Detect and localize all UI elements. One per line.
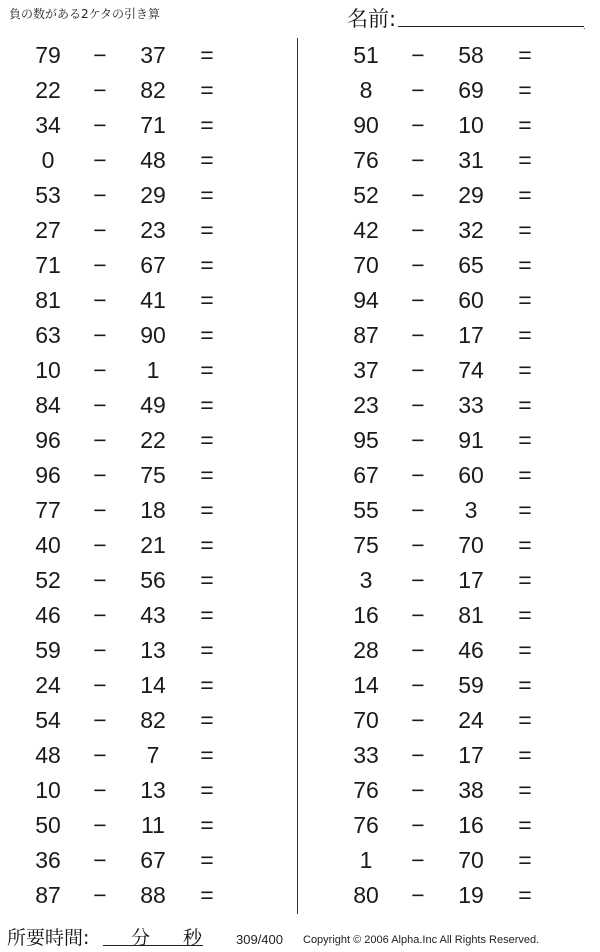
- equals-sign: =: [518, 532, 532, 558]
- problem-row: [0, 353, 300, 388]
- problem-row: [0, 318, 300, 353]
- minuend: 76: [353, 147, 379, 173]
- minuend: 87: [353, 322, 379, 348]
- minus-sign: −: [93, 357, 107, 383]
- problem-row: [318, 38, 600, 73]
- problem-row: [0, 598, 300, 633]
- subtrahend: 46: [458, 637, 484, 663]
- equals-sign: =: [200, 392, 214, 418]
- problem-row: [318, 808, 600, 843]
- subtrahend: 70: [458, 532, 484, 558]
- equals-sign: =: [518, 42, 532, 68]
- problem-row: [318, 458, 600, 493]
- equals-sign: =: [518, 567, 532, 593]
- minus-sign: −: [411, 567, 425, 593]
- minuend: 81: [35, 287, 61, 313]
- minuend: 50: [35, 812, 61, 838]
- equals-sign: =: [518, 742, 532, 768]
- equals-sign: =: [200, 847, 214, 873]
- subtrahend: 17: [458, 742, 484, 768]
- minus-sign: −: [411, 882, 425, 908]
- subtrahend: 37: [140, 42, 166, 68]
- problem-row: [318, 73, 600, 108]
- minuend: 52: [35, 567, 61, 593]
- minus-sign: −: [411, 112, 425, 138]
- problem-row: [0, 38, 300, 73]
- problem-row: [0, 738, 300, 773]
- problem-row: [318, 773, 600, 808]
- problem-row: [318, 633, 600, 668]
- minus-sign: −: [93, 567, 107, 593]
- minus-sign: −: [93, 182, 107, 208]
- minuend: 24: [35, 672, 61, 698]
- equals-sign: =: [200, 567, 214, 593]
- problem-row: [318, 143, 600, 178]
- minus-sign: −: [93, 252, 107, 278]
- subtrahend: 58: [458, 42, 484, 68]
- minus-sign: −: [411, 322, 425, 348]
- minus-sign: −: [411, 252, 425, 278]
- subtrahend: 13: [140, 637, 166, 663]
- equals-sign: =: [200, 882, 214, 908]
- minus-sign: −: [411, 42, 425, 68]
- minuend: 46: [35, 602, 61, 628]
- problem-row: [0, 143, 300, 178]
- minuend: 87: [35, 882, 61, 908]
- subtrahend: 60: [458, 462, 484, 488]
- minus-sign: −: [93, 322, 107, 348]
- subtrahend: 48: [140, 147, 166, 173]
- minuend: 14: [353, 672, 379, 698]
- subtrahend: 29: [458, 182, 484, 208]
- problem-row: [0, 633, 300, 668]
- minus-sign: −: [93, 777, 107, 803]
- subtrahend: 65: [458, 252, 484, 278]
- subtrahend: 56: [140, 567, 166, 593]
- subtrahend: 91: [458, 427, 484, 453]
- subtrahend: 82: [140, 707, 166, 733]
- problem-row: [318, 598, 600, 633]
- problem-row: [0, 878, 300, 913]
- problem-row: [318, 178, 600, 213]
- minus-sign: −: [93, 532, 107, 558]
- subtrahend: 69: [458, 77, 484, 103]
- problem-row: [0, 493, 300, 528]
- equals-sign: =: [518, 252, 532, 278]
- equals-sign: =: [200, 322, 214, 348]
- minus-sign: −: [93, 847, 107, 873]
- column-divider: [297, 38, 298, 914]
- minuend: 54: [35, 707, 61, 733]
- problem-row: [318, 843, 600, 878]
- minuend: 37: [353, 357, 379, 383]
- subtrahend: 7: [146, 742, 160, 768]
- subtrahend: 16: [458, 812, 484, 838]
- minus-sign: −: [93, 707, 107, 733]
- seconds-unit: 秒: [183, 927, 203, 949]
- minuend: 48: [35, 742, 61, 768]
- subtrahend: 32: [458, 217, 484, 243]
- equals-sign: =: [518, 287, 532, 313]
- problem-row: [318, 248, 600, 283]
- name-input-line[interactable]: [398, 26, 584, 27]
- subtrahend: 29: [140, 182, 166, 208]
- subtrahend: 38: [458, 777, 484, 803]
- subtrahend: 74: [458, 357, 484, 383]
- minus-sign: −: [411, 182, 425, 208]
- equals-sign: =: [518, 847, 532, 873]
- time-taken-label: 所要時間:: [7, 927, 90, 949]
- minus-sign: −: [411, 217, 425, 243]
- subtrahend: 10: [458, 112, 484, 138]
- minuend: 96: [35, 427, 61, 453]
- problem-row: [318, 353, 600, 388]
- minuend: 80: [353, 882, 379, 908]
- problem-row: [0, 808, 300, 843]
- subtrahend: 13: [140, 777, 166, 803]
- subtrahend: 24: [458, 707, 484, 733]
- equals-sign: =: [200, 217, 214, 243]
- minuend: 42: [353, 217, 379, 243]
- subtrahend: 11: [141, 812, 165, 838]
- minuend: 0: [41, 147, 55, 173]
- problem-row: [0, 178, 300, 213]
- equals-sign: =: [200, 637, 214, 663]
- subtrahend: 75: [140, 462, 166, 488]
- problem-row: [0, 248, 300, 283]
- minus-sign: −: [411, 287, 425, 313]
- page-number: 309/400: [236, 932, 283, 947]
- minuend: 90: [353, 112, 379, 138]
- minus-sign: −: [93, 147, 107, 173]
- minuend: 84: [35, 392, 61, 418]
- equals-sign: =: [200, 287, 214, 313]
- problem-row: [318, 388, 600, 423]
- problem-row: [318, 738, 600, 773]
- problem-row: [318, 878, 600, 913]
- problem-row: [0, 563, 300, 598]
- minuend: 22: [35, 77, 61, 103]
- equals-sign: =: [200, 112, 214, 138]
- equals-sign: =: [200, 532, 214, 558]
- problem-row: [318, 528, 600, 563]
- minuend: 76: [353, 812, 379, 838]
- minus-sign: −: [411, 602, 425, 628]
- subtrahend: 43: [140, 602, 166, 628]
- minuend: 3: [359, 567, 373, 593]
- minuend: 59: [35, 637, 61, 663]
- subtrahend: 23: [140, 217, 166, 243]
- equals-sign: =: [518, 777, 532, 803]
- minuend: 53: [35, 182, 61, 208]
- equals-sign: =: [518, 427, 532, 453]
- equals-sign: =: [200, 357, 214, 383]
- left-problem-column: [0, 38, 300, 913]
- minuend: 75: [353, 532, 379, 558]
- equals-sign: =: [518, 147, 532, 173]
- equals-sign: =: [518, 672, 532, 698]
- subtrahend: 3: [464, 497, 478, 523]
- equals-sign: =: [518, 77, 532, 103]
- minus-sign: −: [93, 287, 107, 313]
- minus-sign: −: [93, 812, 107, 838]
- minuend: 40: [35, 532, 61, 558]
- minus-sign: −: [93, 217, 107, 243]
- subtrahend: 22: [140, 427, 166, 453]
- minutes-unit: 分: [131, 927, 151, 949]
- subtrahend: 33: [458, 392, 484, 418]
- minuend: 36: [35, 847, 61, 873]
- minuend: 28: [353, 637, 379, 663]
- subtrahend: 82: [140, 77, 166, 103]
- problem-row: [0, 73, 300, 108]
- minuend: 27: [35, 217, 61, 243]
- equals-sign: =: [518, 322, 532, 348]
- minus-sign: −: [411, 392, 425, 418]
- minus-sign: −: [411, 532, 425, 558]
- problem-row: [0, 843, 300, 878]
- minus-sign: −: [93, 462, 107, 488]
- equals-sign: =: [200, 427, 214, 453]
- minuend: 71: [35, 252, 61, 278]
- minuend: 70: [353, 252, 379, 278]
- subtrahend: 1: [146, 357, 160, 383]
- minuend: 34: [35, 112, 61, 138]
- equals-sign: =: [200, 182, 214, 208]
- minus-sign: −: [411, 462, 425, 488]
- minuend: 96: [35, 462, 61, 488]
- problem-row: [0, 423, 300, 458]
- right-problem-column: [318, 38, 600, 913]
- problem-row: [318, 318, 600, 353]
- minus-sign: −: [93, 672, 107, 698]
- equals-sign: =: [200, 602, 214, 628]
- problem-row: [318, 668, 600, 703]
- minus-sign: −: [411, 777, 425, 803]
- equals-sign: =: [518, 637, 532, 663]
- minus-sign: −: [93, 427, 107, 453]
- problem-row: [318, 703, 600, 738]
- problem-row: [0, 108, 300, 143]
- minus-sign: −: [93, 497, 107, 523]
- minus-sign: −: [93, 77, 107, 103]
- problem-row: [318, 213, 600, 248]
- minuend: 16: [353, 602, 379, 628]
- minus-sign: −: [93, 637, 107, 663]
- minus-sign: −: [411, 497, 425, 523]
- minuend: 10: [35, 777, 61, 803]
- minus-sign: −: [411, 707, 425, 733]
- minuend: 67: [353, 462, 379, 488]
- equals-sign: =: [200, 707, 214, 733]
- equals-sign: =: [518, 497, 532, 523]
- equals-sign: =: [200, 777, 214, 803]
- equals-sign: =: [518, 357, 532, 383]
- name-line-end-dot: .: [583, 22, 586, 31]
- subtrahend: 88: [140, 882, 166, 908]
- problem-row: [0, 528, 300, 563]
- minus-sign: −: [411, 357, 425, 383]
- subtrahend: 67: [140, 847, 166, 873]
- problem-row: [0, 388, 300, 423]
- problem-row: [0, 668, 300, 703]
- subtrahend: 90: [140, 322, 166, 348]
- minus-sign: −: [411, 672, 425, 698]
- minuend: 52: [353, 182, 379, 208]
- problem-row: [0, 283, 300, 318]
- subtrahend: 14: [140, 672, 166, 698]
- equals-sign: =: [200, 77, 214, 103]
- minus-sign: −: [93, 742, 107, 768]
- problem-row: [318, 283, 600, 318]
- minus-sign: −: [93, 602, 107, 628]
- equals-sign: =: [518, 217, 532, 243]
- minuend: 76: [353, 777, 379, 803]
- minus-sign: −: [93, 392, 107, 418]
- equals-sign: =: [200, 812, 214, 838]
- equals-sign: =: [200, 147, 214, 173]
- equals-sign: =: [518, 112, 532, 138]
- minus-sign: −: [411, 742, 425, 768]
- subtrahend: 19: [458, 882, 484, 908]
- problem-row: [0, 703, 300, 738]
- subtrahend: 59: [458, 672, 484, 698]
- minus-sign: −: [411, 847, 425, 873]
- minuend: 79: [35, 42, 61, 68]
- problem-row: [0, 458, 300, 493]
- minuend: 1: [359, 847, 373, 873]
- copyright-notice: Copyright © 2006 Alpha.Inc All Rights Reserved.: [303, 934, 540, 946]
- subtrahend: 41: [140, 287, 166, 313]
- problem-row: [0, 773, 300, 808]
- minus-sign: −: [411, 77, 425, 103]
- subtrahend: 18: [140, 497, 166, 523]
- subtrahend: 67: [140, 252, 166, 278]
- subtrahend: 31: [458, 147, 484, 173]
- subtrahend: 81: [458, 602, 484, 628]
- worksheet-title: 負の数がある2ケタの引き算: [9, 7, 161, 21]
- minuend: 70: [353, 707, 379, 733]
- name-label: 名前:: [347, 7, 397, 31]
- minuend: 63: [35, 322, 61, 348]
- subtrahend: 17: [458, 322, 484, 348]
- minuend: 94: [353, 287, 379, 313]
- minuend: 33: [353, 742, 379, 768]
- subtrahend: 17: [458, 567, 484, 593]
- equals-sign: =: [518, 602, 532, 628]
- minuend: 23: [353, 392, 379, 418]
- minuend: 8: [359, 77, 373, 103]
- equals-sign: =: [200, 672, 214, 698]
- subtrahend: 71: [140, 112, 166, 138]
- subtrahend: 49: [140, 392, 166, 418]
- subtrahend: 60: [458, 287, 484, 313]
- problem-row: [318, 423, 600, 458]
- minus-sign: −: [93, 112, 107, 138]
- equals-sign: =: [200, 42, 214, 68]
- minuend: 55: [353, 497, 379, 523]
- minus-sign: −: [411, 147, 425, 173]
- equals-sign: =: [200, 462, 214, 488]
- minus-sign: −: [93, 42, 107, 68]
- minuend: 10: [35, 357, 61, 383]
- problem-row: [318, 108, 600, 143]
- problem-row: [318, 493, 600, 528]
- minus-sign: −: [411, 427, 425, 453]
- equals-sign: =: [518, 707, 532, 733]
- equals-sign: =: [518, 812, 532, 838]
- minuend: 51: [353, 42, 379, 68]
- minus-sign: −: [93, 882, 107, 908]
- equals-sign: =: [518, 882, 532, 908]
- equals-sign: =: [200, 742, 214, 768]
- minuend: 77: [35, 497, 61, 523]
- equals-sign: =: [200, 252, 214, 278]
- equals-sign: =: [200, 497, 214, 523]
- equals-sign: =: [518, 392, 532, 418]
- minus-sign: −: [411, 812, 425, 838]
- problem-row: [0, 213, 300, 248]
- minuend: 95: [353, 427, 379, 453]
- minus-sign: −: [411, 637, 425, 663]
- subtrahend: 21: [140, 532, 166, 558]
- equals-sign: =: [518, 462, 532, 488]
- subtrahend: 70: [458, 847, 484, 873]
- problem-row: [318, 563, 600, 598]
- equals-sign: =: [518, 182, 532, 208]
